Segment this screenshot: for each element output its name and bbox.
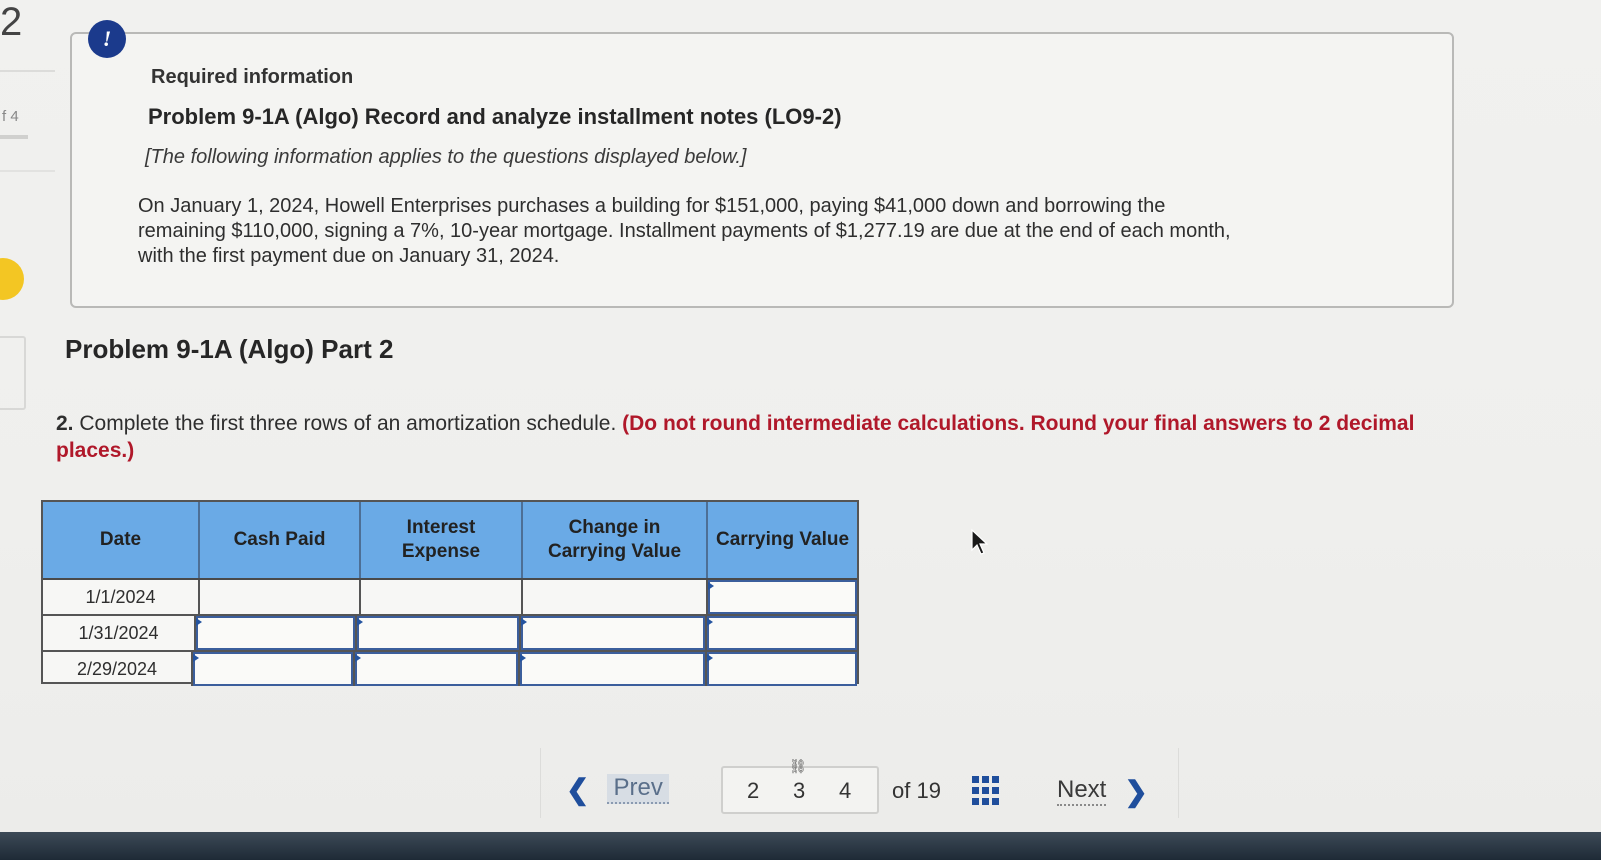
chevron-left-icon: ❮	[566, 773, 590, 805]
blank-cell	[523, 580, 708, 614]
nav-divider	[1178, 748, 1179, 818]
date-cell: 1/31/2024	[43, 616, 196, 650]
header-line: Interest	[406, 517, 476, 538]
carrying-value-input[interactable]	[707, 652, 857, 686]
date-cell: 2/29/2024	[43, 652, 193, 686]
problem-title: Problem 9-1A (Algo) Record and analyze installment notes (LO9-2)	[148, 104, 842, 129]
header-carrying-value: Carrying Value	[715, 529, 850, 550]
table-header	[43, 502, 857, 580]
table-row	[43, 616, 857, 652]
change-in-carrying-value-input[interactable]	[520, 652, 707, 686]
page-total: of 19	[892, 778, 941, 803]
page-number[interactable]: 4	[839, 778, 852, 803]
edge-label: f 4	[2, 108, 19, 125]
page-selector	[721, 758, 879, 814]
header-line: Change in	[568, 517, 661, 538]
scenario-line: remaining $110,000, signing a 7%, 10-year mortgage. Installment payments of $1,277.19 are due at the end of each month,	[138, 220, 1231, 242]
edge-divider	[0, 170, 55, 172]
grid-view-icon[interactable]	[972, 776, 1002, 806]
question-text: Complete the first three rows of an amortization schedule.	[79, 412, 617, 435]
amortization-table	[41, 500, 859, 684]
cash-paid-input[interactable]	[193, 652, 355, 686]
part-title: Problem 9-1A (Algo) Part 2	[65, 334, 394, 364]
edge-divider	[0, 70, 55, 72]
question	[56, 410, 1476, 464]
header-interest-expense	[361, 502, 523, 578]
carrying-value-input[interactable]	[708, 580, 857, 614]
change-in-carrying-value-input[interactable]	[521, 616, 707, 650]
bottom-bar	[0, 832, 1601, 860]
next-button[interactable]	[1057, 774, 1148, 808]
header-line: Expense	[401, 541, 481, 562]
nav-divider	[540, 748, 541, 818]
header-date: Date	[43, 502, 200, 578]
cash-paid-input[interactable]	[196, 616, 357, 650]
scenario-text	[138, 194, 1388, 269]
scenario-line: On January 1, 2024, Howell Enterprises purchases a building for $151,000, paying $41,000 down and borrowing the	[138, 195, 1166, 217]
applies-note: [The following information applies to the questions displayed below.]	[145, 146, 747, 168]
edge-panel	[0, 336, 26, 410]
prev-label: Prev	[607, 774, 668, 804]
mouse-cursor-icon	[970, 528, 990, 558]
question-instruction: (Do not round intermediate calculations. Round your final answers to 2 decimal places.)	[56, 412, 1415, 462]
header-line: Carrying Value	[547, 541, 682, 562]
edge-divider	[0, 135, 28, 139]
page-number[interactable]: 2	[747, 778, 760, 803]
interest-expense-input[interactable]	[355, 652, 520, 686]
date-cell: 1/1/2024	[43, 580, 200, 614]
edge-digit: 2	[0, 0, 23, 44]
carrying-value-input[interactable]	[707, 616, 857, 650]
table-row	[43, 652, 857, 688]
status-dot[interactable]	[0, 258, 24, 300]
blank-cell	[200, 580, 361, 614]
chevron-right-icon: ❯	[1124, 775, 1148, 807]
question-number: 2.	[56, 412, 74, 435]
alert-icon: !	[88, 20, 126, 58]
scenario-line: with the first payment due on January 31, 2024.	[138, 245, 560, 267]
required-information-heading: Required information	[151, 66, 354, 88]
prev-button[interactable]	[566, 772, 669, 806]
blank-cell	[361, 580, 523, 614]
header-change-in-carrying-value	[523, 502, 708, 578]
link-icon: ⛓	[789, 758, 807, 774]
page-number-current[interactable]: 3	[793, 778, 806, 803]
table-row	[43, 580, 857, 616]
next-label: Next	[1057, 776, 1106, 806]
header-cash-paid: Cash Paid	[200, 502, 361, 578]
interest-expense-input[interactable]	[357, 616, 521, 650]
